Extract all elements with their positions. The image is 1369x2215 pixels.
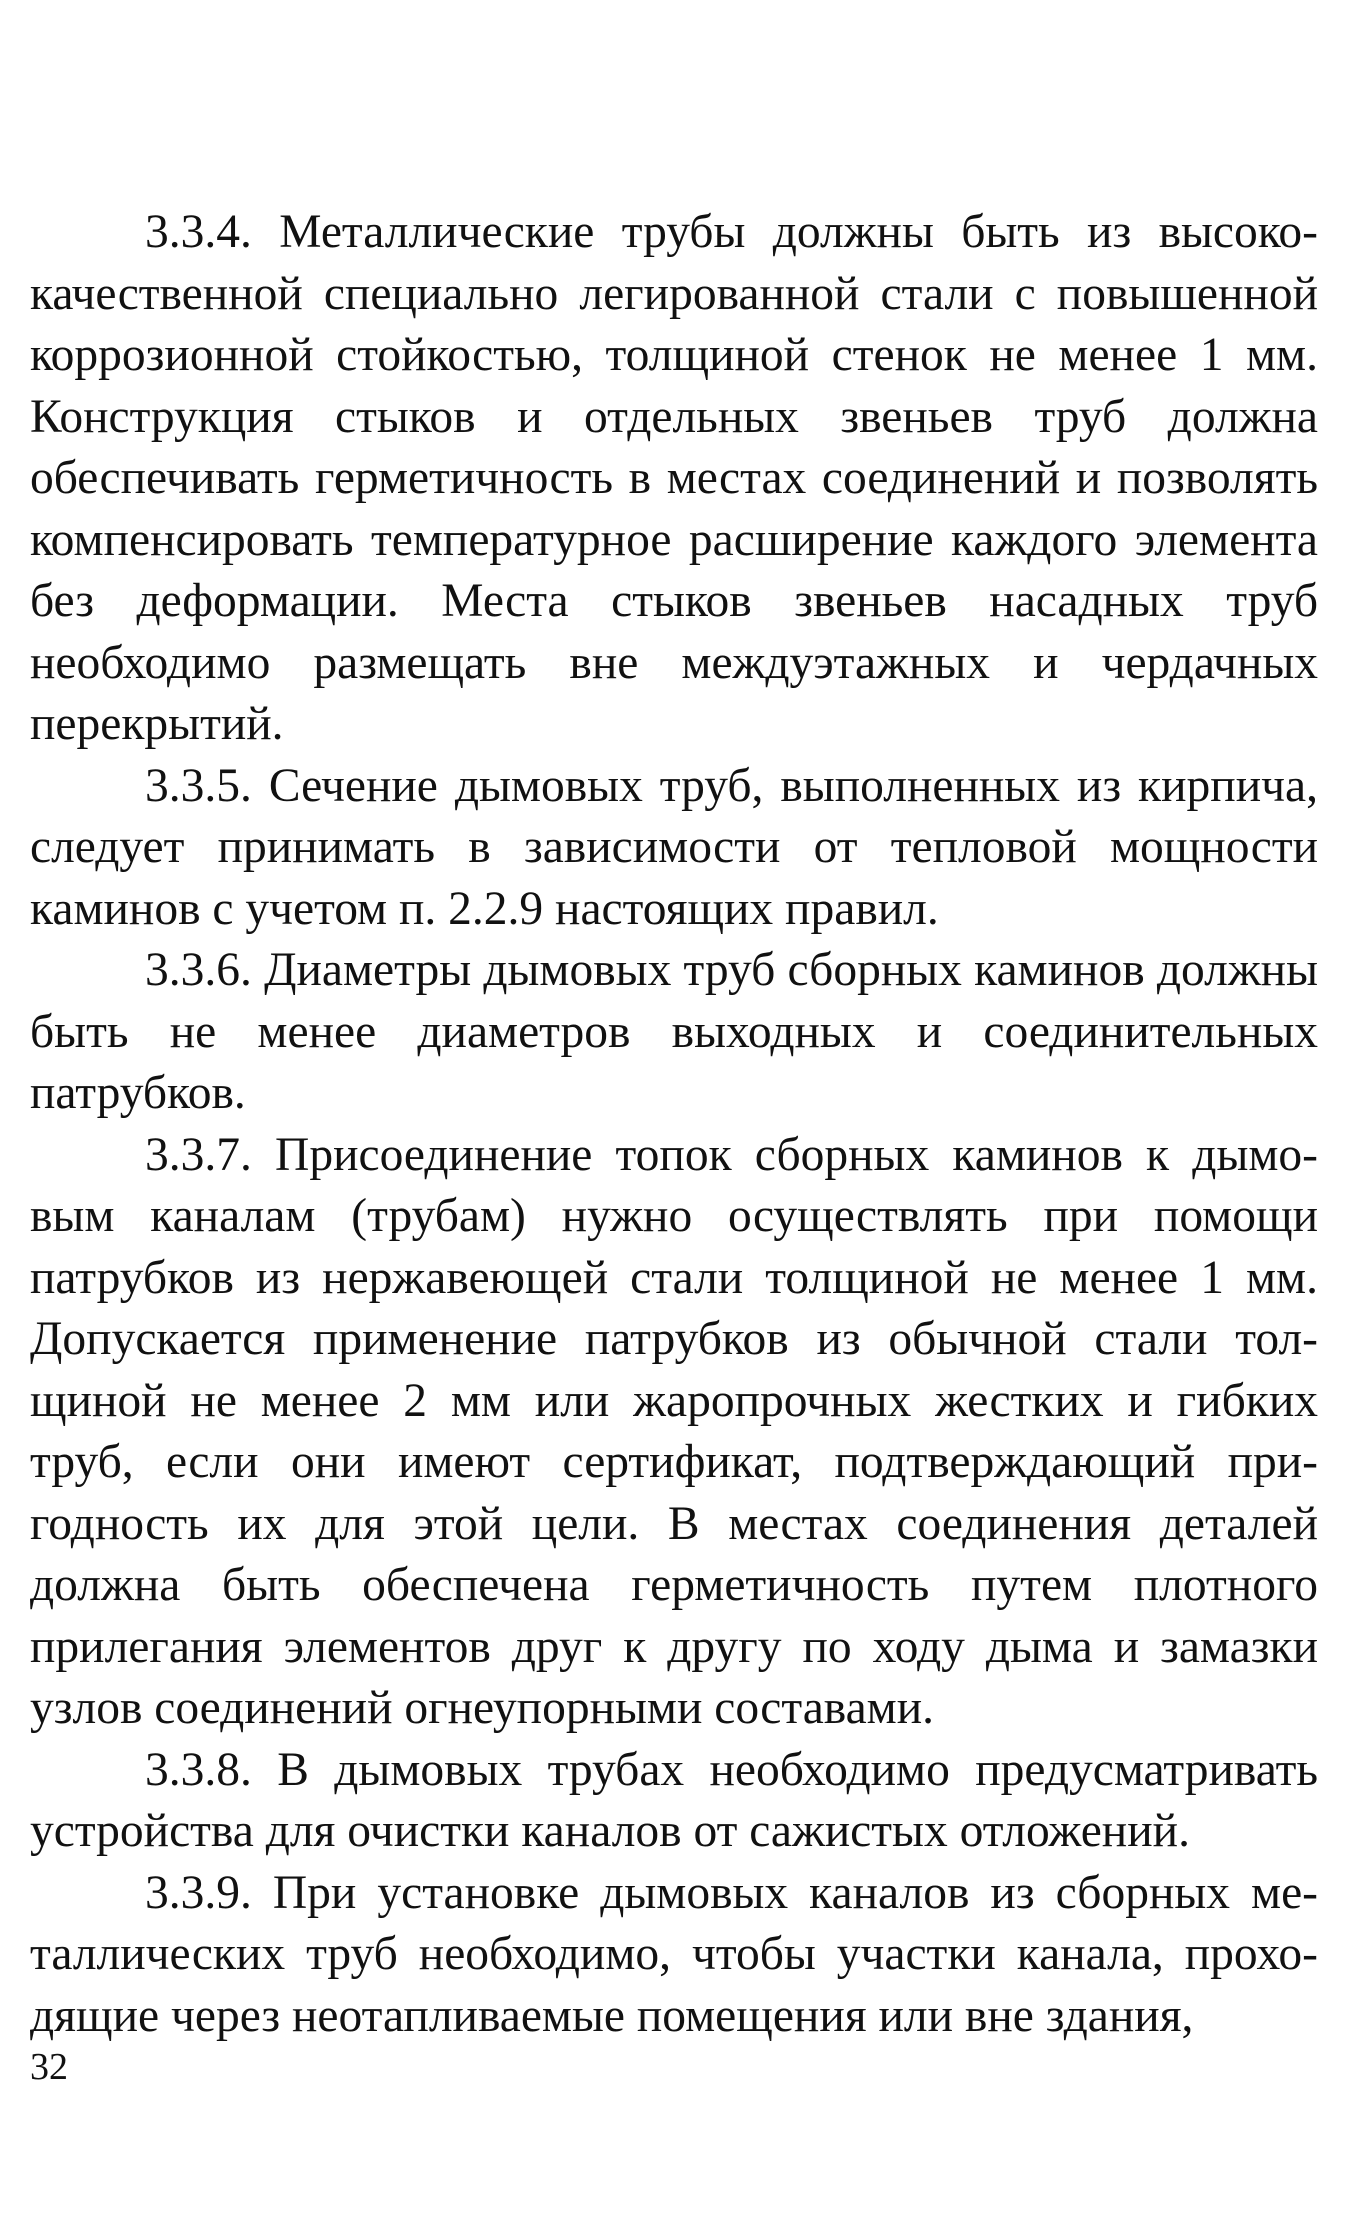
page-number: 32 — [30, 2046, 68, 2088]
paragraph-3-3-4: 3.3.4. Металлические трубы должны быть из высококачественной специально легированной стали с повышенной коррозионной стойкостью, толщиной стенок не менее 1 мм. Конструкция стыков и отдельных звеньев труб должна обеспечивать герметичность в местах соединений и позволять компенсировать температурное расширение каждого элемента без деформации. Места стыков звеньев насадных труб необходимо размещать вне междуэтажных и чердачных перекрытий. — [30, 206, 1318, 750]
paragraph-3-3-7: 3.3.7. Присоединение топок сборных каминов к дымовым каналам (трубам) нужно осуществлять при помощи патрубков из нержавеющей стали толщиной не менее 1 мм. Допускается применение патрубков из обычной стали толщиной не менее 2 мм или жаропрочных жестких и гибких труб, если они имеют сертификат, подтверждающий пригодность их для этой цели. В местах соединения деталей должна быть обеспечена герметичность путем плотного прилегания элементов друг к другу по ходу дыма и замазки узлов соединений огнеупорными составами. — [30, 1128, 1318, 1734]
body-text — [30, 202, 1318, 2047]
paragraph-3-3-9: 3.3.9. При установке дымовых каналов из сборных металлических труб необходимо, чтобы участки канала, проходящие через неотапливаемые помещения или вне здания, — [30, 1866, 1318, 2042]
paragraph-3-3-8: 3.3.8. В дымовых трубах необходимо предусматривать устройства для очистки каналов от сажистых отложений. — [30, 1743, 1318, 1857]
paragraph-3-3-6: 3.3.6. Диаметры дымовых труб сборных каминов должны быть не менее диаметров выходных и соединительных патрубков. — [30, 944, 1318, 1119]
paragraph-3-3-5: 3.3.5. Сечение дымовых труб, выполненных из кирпича, следует принимать в зависимости от тепловой мощности каминов с учетом п. 2.2.9 настоящих правил. — [30, 759, 1318, 935]
